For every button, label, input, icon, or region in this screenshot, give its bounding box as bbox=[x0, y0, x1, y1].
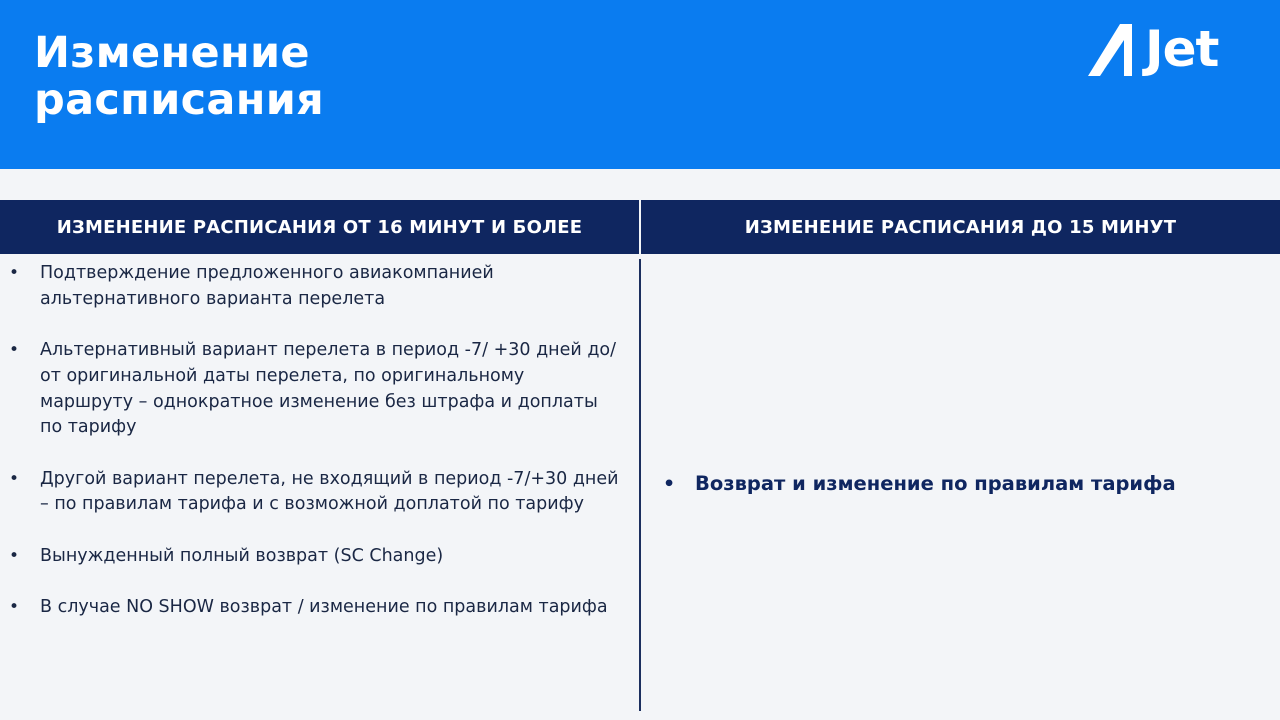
list-item-text: В случае NO SHOW возврат / изменение по правилам тарифа bbox=[40, 597, 608, 618]
title-line-1: Изменение bbox=[34, 28, 310, 78]
logo-text: Jet bbox=[1145, 20, 1219, 78]
column-divider bbox=[639, 259, 641, 711]
bullet-icon: • bbox=[9, 263, 20, 283]
table-header-right: ИЗМЕНЕНИЕ РАСПИСАНИЯ ДО 15 МИНУТ bbox=[641, 200, 1280, 254]
bullet-icon: • bbox=[9, 340, 20, 361]
left-column-list bbox=[0, 261, 630, 646]
list-item bbox=[0, 595, 630, 621]
page-title bbox=[34, 30, 534, 124]
table-header-left: ИЗМЕНЕНИЕ РАСПИСАНИЯ ОТ 16 МИНУТ И БОЛЕЕ bbox=[0, 200, 639, 254]
bullet-icon: • bbox=[9, 545, 20, 566]
bullet-icon: • bbox=[9, 468, 20, 489]
list-item bbox=[0, 338, 630, 441]
title-line-2: расписания bbox=[34, 75, 325, 125]
right-item-text: Возврат и изменение по правилам тарифа bbox=[695, 472, 1176, 495]
right-column-item bbox=[663, 470, 1176, 498]
bullet-icon: • bbox=[9, 597, 20, 618]
bullet-icon: • bbox=[663, 473, 676, 495]
list-item-text: Другой вариант перелета, не входящий в период -7/+30 дней – по правилам тарифа и с возможной доплатой по тарифу bbox=[40, 468, 619, 515]
comparison-table bbox=[0, 200, 1280, 712]
list-item bbox=[0, 261, 630, 312]
list-item-text: Альтернативный вариант перелета в период -7/ +30 дней до/от оригинальной даты перелета, по оригинальному маршруту – однократное изменение без штрафа и доплаты по тарифу bbox=[40, 340, 617, 438]
list-item-text: Вынужденный полный возврат (SC Change) bbox=[40, 545, 444, 566]
list-item bbox=[0, 544, 630, 570]
list-item-text: Подтверждение предложенного авиакомпанией альтернативного варианта перелета bbox=[40, 263, 494, 309]
header-banner bbox=[0, 0, 1280, 169]
list-item bbox=[0, 467, 630, 518]
